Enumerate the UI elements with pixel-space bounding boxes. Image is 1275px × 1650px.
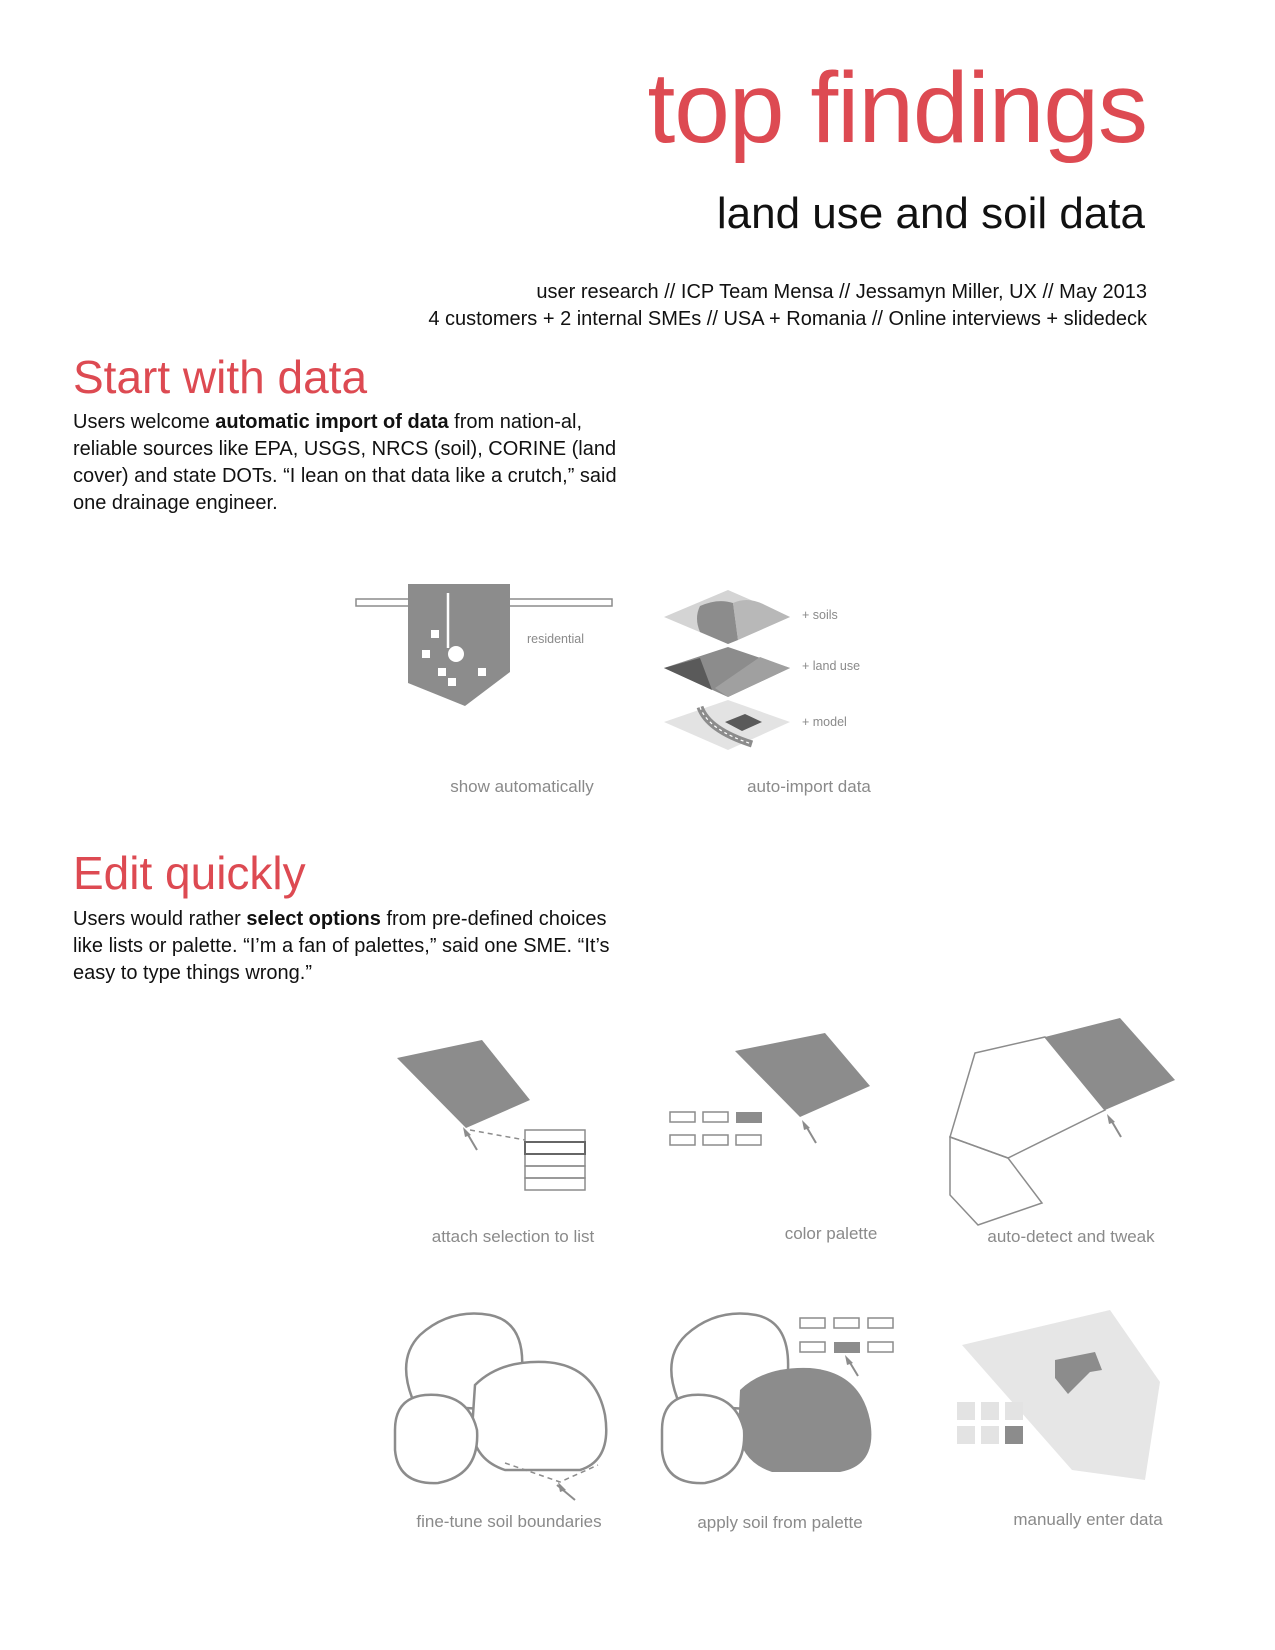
section-title-edit-quickly: Edit quickly xyxy=(73,847,306,899)
meta-line-2: 4 customers + 2 internal SMEs // USA + Romania // Online interviews + slidedeck xyxy=(428,308,1147,330)
caption-show-automatically: show automatically xyxy=(450,777,594,796)
layer-label-land-use: + land use xyxy=(802,659,861,673)
cursor-icon xyxy=(467,1133,477,1150)
palette-parcel xyxy=(735,1033,870,1117)
meta-line-1: user research // ICP Team Mensa // Jessamyn Miller, UX // May 2013 xyxy=(536,281,1147,303)
color-palette-illustration xyxy=(670,1033,870,1145)
body-text: from pre-defined choices like lists or palette. “I’m a fan of palettes,” said one SME. “It’s easy to type things wrong.” xyxy=(73,908,610,984)
apply-soil-illustration xyxy=(662,1314,893,1484)
cursor-icon xyxy=(806,1126,816,1143)
body-emphasis: automatic import of data xyxy=(215,411,449,433)
body-emphasis: select options xyxy=(246,908,381,930)
caption-manually-enter-data: manually enter data xyxy=(1013,1510,1163,1529)
cursor-icon xyxy=(849,1361,858,1376)
list-icon xyxy=(525,1130,585,1190)
caption-apply-soil-from-palette: apply soil from palette xyxy=(697,1513,863,1532)
detected-parcel xyxy=(1045,1018,1175,1110)
caption-color-palette: color palette xyxy=(784,1224,878,1243)
body-text: from nation-al, reliable sources like EPA, USGS, NRCS (soil), CORINE (land cover) and state DOTs. “I lean on that data like a crutch,” said one drainage engineer. xyxy=(73,411,617,514)
layer-stack-illustration xyxy=(664,590,860,750)
layer-label-soils: + soils xyxy=(802,608,838,622)
cursor-icon xyxy=(1111,1120,1121,1137)
residential-label: residential xyxy=(527,632,584,646)
parcel-shape xyxy=(408,584,510,706)
caption-attach-selection-to-list: attach selection to list xyxy=(431,1227,595,1246)
body-text: Users would rather xyxy=(73,908,247,930)
section-body-edit-quickly xyxy=(73,906,633,987)
large-parcel xyxy=(962,1310,1160,1480)
caption-auto-detect-and-tweak: auto-detect and tweak xyxy=(987,1227,1155,1246)
auto-detect-illustration xyxy=(950,1018,1175,1225)
layer-label-model: + model xyxy=(802,715,847,729)
section-title-start-with-data: Start with data xyxy=(73,351,368,403)
manual-entry-illustration xyxy=(957,1310,1160,1480)
body-text: Users welcome xyxy=(73,411,216,433)
residential-parcel-illustration xyxy=(356,584,612,706)
page-title: top findings xyxy=(647,52,1147,164)
page-subtitle: land use and soil data xyxy=(716,189,1145,238)
caption-fine-tune-soil-boundaries: fine-tune soil boundaries xyxy=(416,1512,602,1531)
selected-parcel xyxy=(397,1040,530,1128)
caption-auto-import-data: auto-import data xyxy=(747,777,871,796)
attach-selection-illustration xyxy=(397,1040,585,1190)
fine-tune-boundaries-illustration xyxy=(395,1314,606,1500)
model-layer xyxy=(664,700,790,750)
